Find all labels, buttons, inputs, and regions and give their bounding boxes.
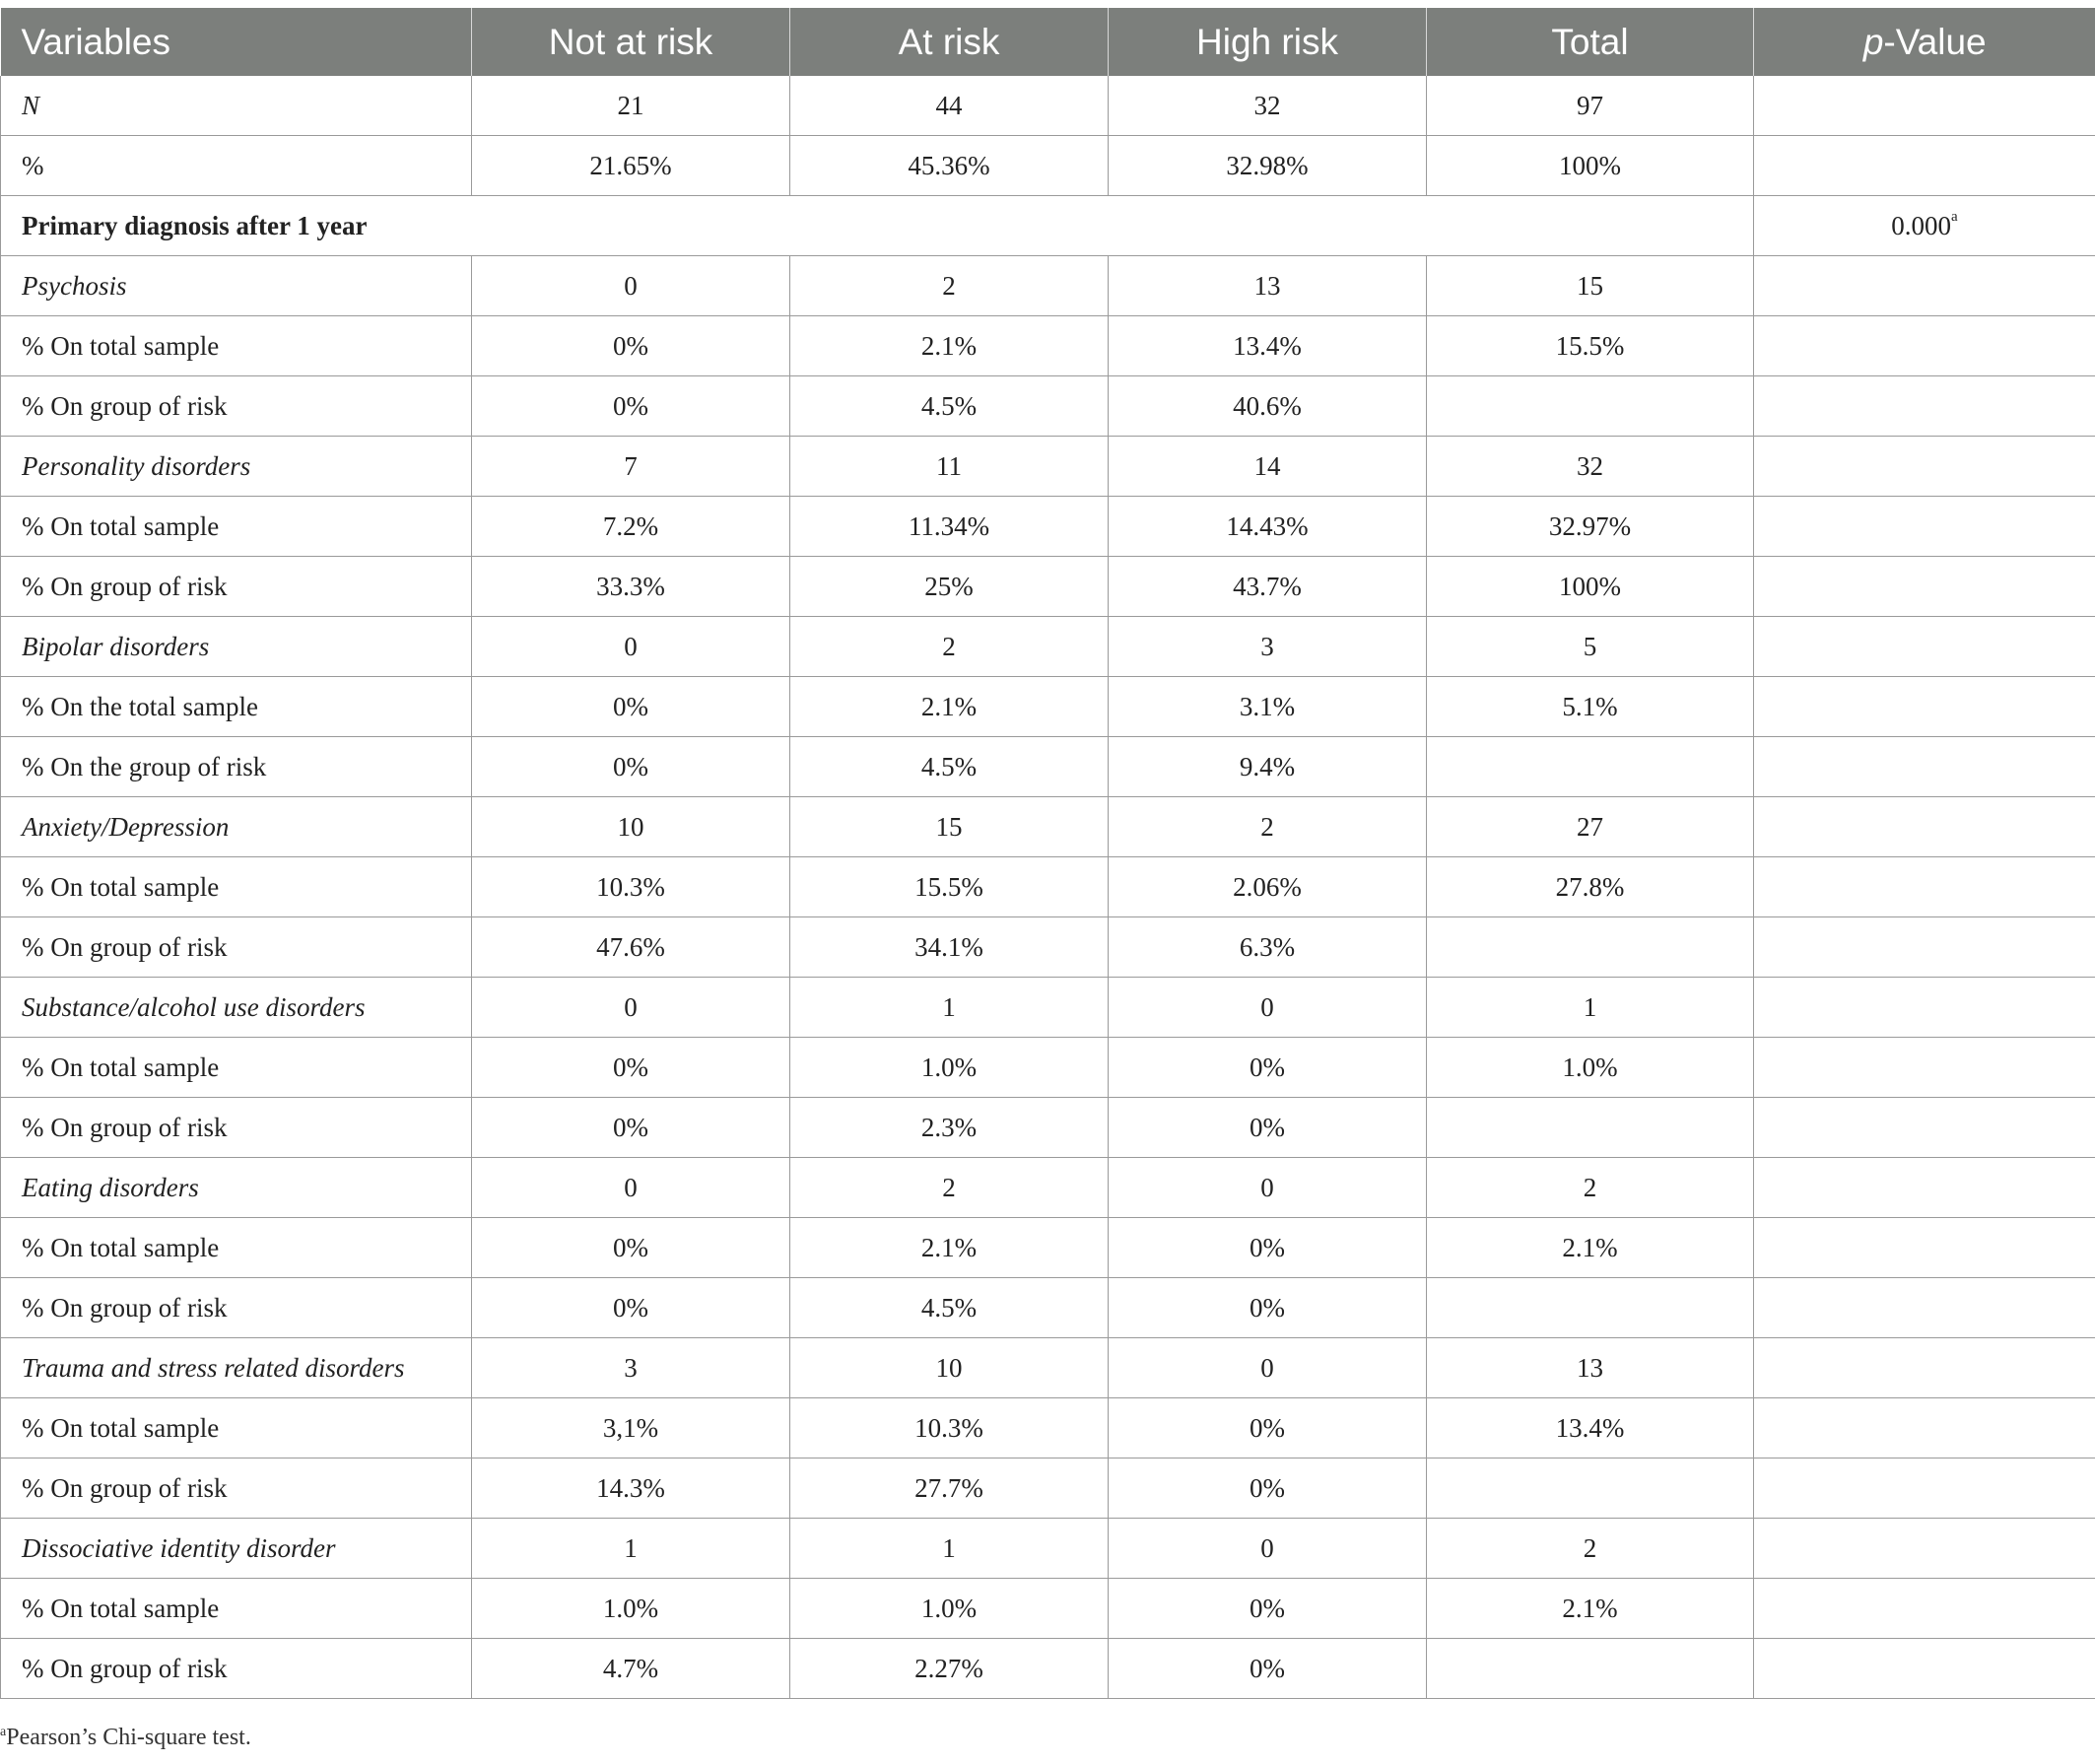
table-row — [1, 136, 2095, 196]
table-row — [1, 1278, 2095, 1338]
table-row — [1, 376, 2095, 437]
cell-total: 2.1% — [1427, 1218, 1754, 1278]
table-row — [1, 1639, 2095, 1699]
cell-not-at-risk: 33.3% — [472, 557, 790, 617]
cell-not-at-risk: 10 — [472, 797, 790, 857]
cell-not-at-risk: 0% — [472, 1218, 790, 1278]
cell-at-risk: 4.5% — [790, 376, 1109, 437]
cell-total: 15.5% — [1427, 316, 1754, 376]
cell-total: 100% — [1427, 136, 1754, 196]
cell-variable-label: % On total sample — [1, 857, 472, 917]
cell-total: 5.1% — [1427, 677, 1754, 737]
cell-not-at-risk: 1.0% — [472, 1579, 790, 1639]
cell-p-value — [1754, 1218, 2095, 1278]
header-total: Total — [1427, 8, 1754, 76]
cell-not-at-risk: 3,1% — [472, 1398, 790, 1459]
table-row — [1, 497, 2095, 557]
cell-high-risk: 6.3% — [1109, 917, 1427, 978]
cell-p-value — [1754, 1278, 2095, 1338]
cell-total: 2 — [1427, 1158, 1754, 1218]
cell-p-value — [1754, 497, 2095, 557]
cell-high-risk: 0% — [1109, 1218, 1427, 1278]
cell-at-risk: 27.7% — [790, 1459, 1109, 1519]
cell-at-risk: 25% — [790, 557, 1109, 617]
table-row — [1, 76, 2095, 136]
cell-high-risk: 0% — [1109, 1579, 1427, 1639]
cell-total: 27.8% — [1427, 857, 1754, 917]
cell-at-risk: 2 — [790, 617, 1109, 677]
cell-not-at-risk: 7.2% — [472, 497, 790, 557]
cell-at-risk: 4.5% — [790, 1278, 1109, 1338]
cell-at-risk: 1 — [790, 1519, 1109, 1579]
cell-total — [1427, 1278, 1754, 1338]
cell-p-value — [1754, 376, 2095, 437]
cell-not-at-risk: 0% — [472, 316, 790, 376]
cell-variable-label: % On total sample — [1, 316, 472, 376]
section-label: Primary diagnosis after 1 year — [1, 196, 1754, 256]
cell-variable-label: Psychosis — [1, 256, 472, 316]
p-value-footnote-marker: a — [1951, 208, 1958, 225]
cell-high-risk: 9.4% — [1109, 737, 1427, 797]
cell-p-value — [1754, 76, 2095, 136]
table-row — [1, 1158, 2095, 1218]
cell-at-risk: 1 — [790, 978, 1109, 1038]
cell-high-risk: 32 — [1109, 76, 1427, 136]
table-row — [1, 617, 2095, 677]
cell-at-risk: 11.34% — [790, 497, 1109, 557]
cell-at-risk: 45.36% — [790, 136, 1109, 196]
cell-not-at-risk: 3 — [472, 1338, 790, 1398]
cell-p-value — [1754, 196, 2095, 256]
cell-not-at-risk: 0% — [472, 677, 790, 737]
cell-p-value — [1754, 437, 2095, 497]
cell-high-risk: 3 — [1109, 617, 1427, 677]
cell-at-risk: 44 — [790, 76, 1109, 136]
cell-p-value — [1754, 1519, 2095, 1579]
cell-not-at-risk: 0 — [472, 617, 790, 677]
cell-p-value — [1754, 1459, 2095, 1519]
p-value-number: 0.000 — [1891, 210, 1952, 240]
cell-not-at-risk: 0% — [472, 376, 790, 437]
cell-high-risk: 0% — [1109, 1038, 1427, 1098]
table-row — [1, 256, 2095, 316]
table-row — [1, 1098, 2095, 1158]
cell-not-at-risk: 0 — [472, 256, 790, 316]
cell-at-risk: 2.1% — [790, 316, 1109, 376]
table-row — [1, 677, 2095, 737]
cell-at-risk: 15 — [790, 797, 1109, 857]
cell-at-risk: 11 — [790, 437, 1109, 497]
cell-not-at-risk: 0% — [472, 1038, 790, 1098]
cell-p-value — [1754, 917, 2095, 978]
cell-total: 2 — [1427, 1519, 1754, 1579]
cell-p-value — [1754, 1338, 2095, 1398]
cell-variable-label: % On group of risk — [1, 1278, 472, 1338]
header-at-risk: At risk — [790, 8, 1109, 76]
cell-at-risk: 4.5% — [790, 737, 1109, 797]
cell-high-risk: 43.7% — [1109, 557, 1427, 617]
cell-total: 32.97% — [1427, 497, 1754, 557]
cell-total: 32 — [1427, 437, 1754, 497]
cell-at-risk: 1.0% — [790, 1038, 1109, 1098]
cell-high-risk: 3.1% — [1109, 677, 1427, 737]
cell-total: 27 — [1427, 797, 1754, 857]
cell-total: 2.1% — [1427, 1579, 1754, 1639]
cell-total — [1427, 1459, 1754, 1519]
cell-high-risk: 40.6% — [1109, 376, 1427, 437]
cell-at-risk: 15.5% — [790, 857, 1109, 917]
header-p-value-rest: -Value — [1883, 21, 1987, 62]
table-row — [1, 557, 2095, 617]
cell-not-at-risk: 4.7% — [472, 1639, 790, 1699]
cell-high-risk: 0% — [1109, 1398, 1427, 1459]
footnote-text: Pearson’s Chi-square test. — [6, 1725, 251, 1750]
cell-p-value — [1754, 1098, 2095, 1158]
cell-at-risk: 2.1% — [790, 677, 1109, 737]
cell-variable-label: Eating disorders — [1, 1158, 472, 1218]
cell-total: 13 — [1427, 1338, 1754, 1398]
cell-high-risk: 0% — [1109, 1459, 1427, 1519]
cell-not-at-risk: 0 — [472, 978, 790, 1038]
cell-variable-label: % On group of risk — [1, 557, 472, 617]
header-not-at-risk: Not at risk — [472, 8, 790, 76]
header-p-value-italic: p — [1862, 21, 1884, 62]
cell-total — [1427, 917, 1754, 978]
cell-p-value — [1754, 978, 2095, 1038]
cell-p-value — [1754, 316, 2095, 376]
cell-total: 15 — [1427, 256, 1754, 316]
cell-not-at-risk: 0% — [472, 1098, 790, 1158]
cell-high-risk: 0% — [1109, 1098, 1427, 1158]
cell-high-risk: 2 — [1109, 797, 1427, 857]
cell-total: 13.4% — [1427, 1398, 1754, 1459]
cell-at-risk: 2.3% — [790, 1098, 1109, 1158]
table-row — [1, 1338, 2095, 1398]
cell-variable-label: Bipolar disorders — [1, 617, 472, 677]
cell-variable-label: % — [1, 136, 472, 196]
cell-total: 97 — [1427, 76, 1754, 136]
cell-p-value — [1754, 136, 2095, 196]
cell-p-value — [1754, 617, 2095, 677]
table-row — [1, 1398, 2095, 1459]
table-row — [1, 1038, 2095, 1098]
cell-p-value — [1754, 737, 2095, 797]
cell-not-at-risk: 14.3% — [472, 1459, 790, 1519]
cell-p-value — [1754, 1158, 2095, 1218]
data-table-container — [0, 8, 2095, 1699]
diagnosis-risk-table — [0, 8, 2095, 1699]
cell-total: 1.0% — [1427, 1038, 1754, 1098]
cell-high-risk: 2.06% — [1109, 857, 1427, 917]
cell-variable-label: % On total sample — [1, 1038, 472, 1098]
cell-high-risk: 32.98% — [1109, 136, 1427, 196]
table-row — [1, 437, 2095, 497]
cell-not-at-risk: 1 — [472, 1519, 790, 1579]
cell-high-risk: 14.43% — [1109, 497, 1427, 557]
cell-variable-label: % On total sample — [1, 497, 472, 557]
cell-variable-label: % On group of risk — [1, 917, 472, 978]
cell-variable-label: Trauma and stress related disorders — [1, 1338, 472, 1398]
cell-not-at-risk: 0% — [472, 737, 790, 797]
cell-total — [1427, 376, 1754, 437]
cell-at-risk: 10 — [790, 1338, 1109, 1398]
cell-variable-label: % On group of risk — [1, 1639, 472, 1699]
cell-variable-label: % On total sample — [1, 1579, 472, 1639]
table-row — [1, 1218, 2095, 1278]
cell-not-at-risk: 7 — [472, 437, 790, 497]
cell-variable-label: Anxiety/Depression — [1, 797, 472, 857]
cell-at-risk: 2.1% — [790, 1218, 1109, 1278]
cell-not-at-risk: 10.3% — [472, 857, 790, 917]
cell-total: 100% — [1427, 557, 1754, 617]
table-header — [1, 8, 2095, 76]
cell-p-value — [1754, 557, 2095, 617]
cell-variable-label: % On the total sample — [1, 677, 472, 737]
cell-high-risk: 13 — [1109, 256, 1427, 316]
cell-total: 1 — [1427, 978, 1754, 1038]
cell-variable-label: % On group of risk — [1, 1098, 472, 1158]
footnote-marker: a — [0, 1725, 7, 1739]
cell-total — [1427, 737, 1754, 797]
table-row — [1, 316, 2095, 376]
cell-at-risk: 2 — [790, 1158, 1109, 1218]
table-row — [1, 857, 2095, 917]
cell-variable-label: Personality disorders — [1, 437, 472, 497]
cell-variable-label: % On group of risk — [1, 376, 472, 437]
cell-at-risk: 1.0% — [790, 1579, 1109, 1639]
cell-total — [1427, 1639, 1754, 1699]
table-footnote — [0, 1725, 251, 1751]
cell-not-at-risk: 0% — [472, 1278, 790, 1338]
cell-high-risk: 0 — [1109, 1519, 1427, 1579]
header-p-value — [1754, 8, 2095, 76]
cell-not-at-risk: 21 — [472, 76, 790, 136]
cell-p-value — [1754, 1398, 2095, 1459]
table-body — [1, 76, 2095, 1699]
cell-variable-label: N — [1, 76, 472, 136]
table-row — [1, 978, 2095, 1038]
table-row — [1, 797, 2095, 857]
cell-total: 5 — [1427, 617, 1754, 677]
cell-at-risk: 10.3% — [790, 1398, 1109, 1459]
cell-high-risk: 0 — [1109, 978, 1427, 1038]
cell-not-at-risk: 0 — [472, 1158, 790, 1218]
cell-p-value — [1754, 1579, 2095, 1639]
cell-variable-label: % On group of risk — [1, 1459, 472, 1519]
header-variables: Variables — [1, 8, 472, 76]
table-row — [1, 1459, 2095, 1519]
cell-p-value — [1754, 797, 2095, 857]
cell-variable-label: Dissociative identity disorder — [1, 1519, 472, 1579]
header-row — [1, 8, 2095, 76]
header-high-risk: High risk — [1109, 8, 1427, 76]
cell-total — [1427, 1098, 1754, 1158]
section-row — [1, 196, 2095, 256]
table-row — [1, 917, 2095, 978]
cell-not-at-risk: 21.65% — [472, 136, 790, 196]
cell-variable-label: % On total sample — [1, 1218, 472, 1278]
cell-p-value — [1754, 1038, 2095, 1098]
table-row — [1, 1519, 2095, 1579]
cell-variable-label: % On the group of risk — [1, 737, 472, 797]
cell-p-value — [1754, 857, 2095, 917]
cell-at-risk: 2.27% — [790, 1639, 1109, 1699]
cell-p-value — [1754, 677, 2095, 737]
cell-variable-label: % On total sample — [1, 1398, 472, 1459]
cell-high-risk: 0 — [1109, 1158, 1427, 1218]
cell-p-value — [1754, 256, 2095, 316]
cell-variable-label: Substance/alcohol use disorders — [1, 978, 472, 1038]
cell-high-risk: 0% — [1109, 1639, 1427, 1699]
cell-high-risk: 14 — [1109, 437, 1427, 497]
table-row — [1, 1579, 2095, 1639]
cell-high-risk: 0% — [1109, 1278, 1427, 1338]
cell-at-risk: 34.1% — [790, 917, 1109, 978]
table-row — [1, 737, 2095, 797]
cell-p-value — [1754, 1639, 2095, 1699]
cell-high-risk: 13.4% — [1109, 316, 1427, 376]
cell-at-risk: 2 — [790, 256, 1109, 316]
cell-high-risk: 0 — [1109, 1338, 1427, 1398]
cell-not-at-risk: 47.6% — [472, 917, 790, 978]
